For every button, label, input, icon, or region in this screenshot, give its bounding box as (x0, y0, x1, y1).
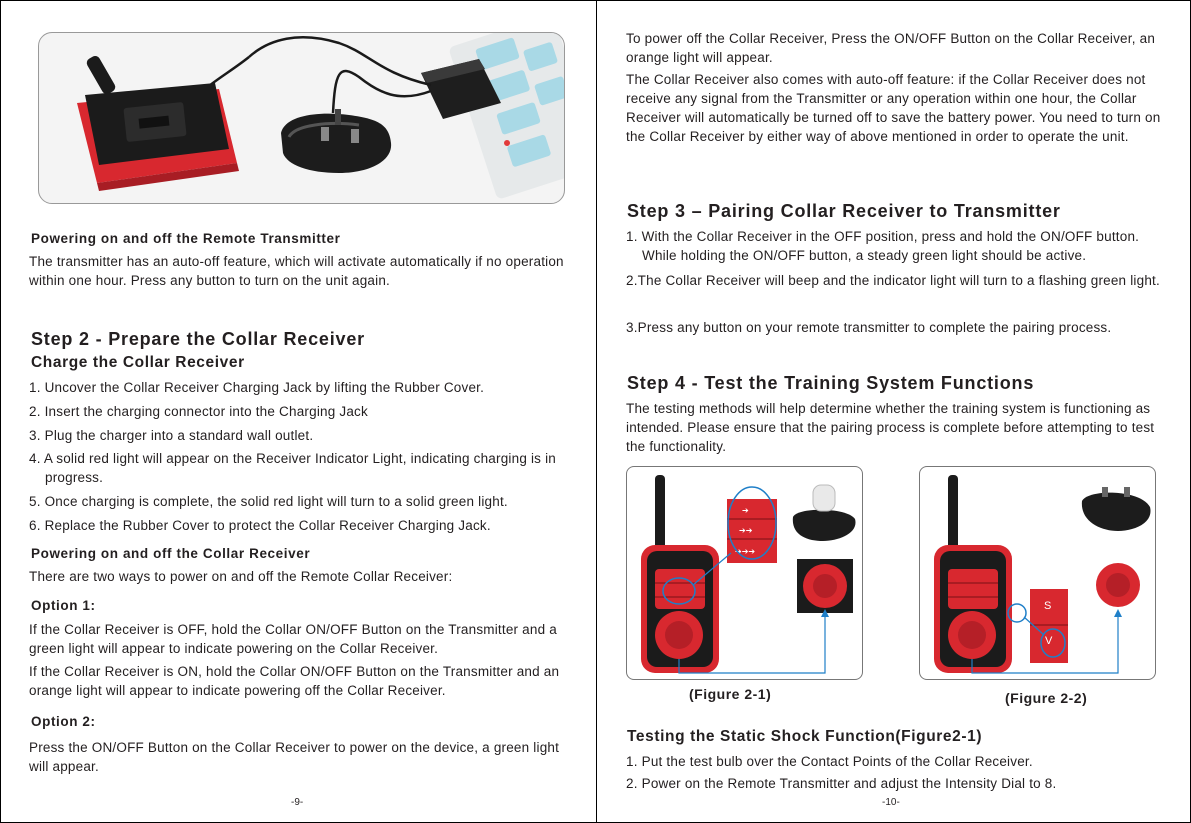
charge-step-5: 5. Once charging is complete, the solid red light will turn to a solid green light. (29, 494, 508, 509)
transmitter-photo (77, 54, 239, 191)
option1-title: Option 1: (31, 598, 96, 613)
page-number-left: -9- (291, 797, 304, 808)
charge-step-6: 6. Replace the Rubber Cover to protect the Collar Receiver Charging Jack. (29, 518, 491, 533)
collar-receiver-photo (281, 109, 391, 173)
figure-2-2-illustration (920, 467, 1156, 680)
svg-text:➔: ➔ (742, 506, 749, 515)
figure-2-2-button-s: S (1044, 600, 1052, 612)
figure-2-2-caption: (Figure 2-2) (1005, 690, 1088, 706)
pair-step-3: 3.Press any button on your remote transmitter to complete the pairing process. (626, 320, 1112, 335)
heading-power-collar: Powering on and off the Collar Receiver (31, 546, 311, 561)
static-step-2: 2. Power on the Remote Transmitter and adjust the Intensity Dial to 8. (626, 776, 1057, 791)
charge-step-3: 3. Plug the charger into a standard wall outlet. (29, 428, 314, 443)
para-collar-auto-off: The Collar Receiver also comes with auto-off feature: if the Collar Receiver does not receive any signal from the Transmitter or any operation within one hour, the Collar Receiver will automatically be turned off to save the battery power. You need to turn on the Collar Receiver by either way of above mentioned in order to operate the unit. (626, 72, 1161, 144)
figure-2-1 (626, 466, 863, 680)
figure-2-1-illustration (627, 467, 863, 680)
para-testing-methods: The testing methods will help determine whether the training system is functioning as intended. Please ensure that the pairing process is complete before attempting to test the functionality. (626, 401, 1155, 454)
charge-step-4: 4. A solid red light will appear on the Receiver Indicator Light, indicating charging is in progress. (29, 451, 556, 485)
heading-power-transmitter: Powering on and off the Remote Transmitter (31, 231, 341, 246)
pair-step-2: 2.The Collar Receiver will beep and the indicator light will turn to a flashing green light. (626, 273, 1160, 288)
para-two-ways: There are two ways to power on and off the Remote Collar Receiver: (29, 569, 453, 584)
option1-para-off: If the Collar Receiver is ON, hold the Collar ON/OFF Button on the Transmitter and an orange light will appear to indicate powering off the Collar Receiver. (29, 664, 560, 698)
option2-para: Press the ON/OFF Button on the Collar Receiver to power on the device, a green light will appear. (29, 740, 560, 774)
option2-title: Option 2: (31, 714, 96, 729)
static-step-1: 1. Put the test bulb over the Contact Points of the Collar Receiver. (626, 754, 1033, 769)
step3-title: Step 3 – Pairing Collar Receiver to Transmitter (627, 201, 1061, 221)
step2-title: Step 2 - Prepare the Collar Receiver (31, 329, 365, 349)
charging-photo (38, 32, 565, 204)
figure-2-2-button-v: V (1045, 635, 1053, 647)
svg-text:➔➔➔: ➔➔➔ (735, 547, 756, 556)
para-power-off-collar: To power off the Collar Receiver, Press the ON/OFF Button on the Collar Receiver, an orange light will appear. (626, 31, 1156, 65)
svg-text:➔➔: ➔➔ (739, 526, 753, 535)
charge-step-2: 2. Insert the charging connector into the Charging Jack (29, 404, 368, 419)
charging-illustration (39, 33, 565, 204)
step4-title: Step 4 - Test the Training System Functions (627, 373, 1035, 393)
page-divider (596, 1, 597, 823)
page-number-right: -10- (882, 797, 900, 808)
power-strip (448, 33, 565, 200)
figure-2-1-caption: (Figure 2-1) (689, 686, 772, 702)
charge-step-1: 1. Uncover the Collar Receiver Charging Jack by lifting the Rubber Cover. (29, 380, 485, 395)
para-transmitter-auto-off: The transmitter has an auto-off feature, which will activate automatically if no operation within one hour. Press any button to turn on the unit again. (29, 254, 564, 288)
charge-title: Charge the Collar Receiver (31, 354, 245, 371)
pair-step-1: 1. With the Collar Receiver in the OFF position, press and hold the ON/OFF button. While holding the ON/OFF button, a steady green light should be active. (626, 229, 1140, 263)
static-shock-title: Testing the Static Shock Function(Figure2-1) (627, 728, 983, 745)
figure-2-2 (919, 466, 1156, 680)
right-page (626, 1, 1166, 823)
option1-para-on: If the Collar Receiver is OFF, hold the Collar ON/OFF Button on the Transmitter and a green light will appear to indicate powering on the Collar Receiver. (29, 622, 557, 656)
left-page (29, 1, 574, 823)
